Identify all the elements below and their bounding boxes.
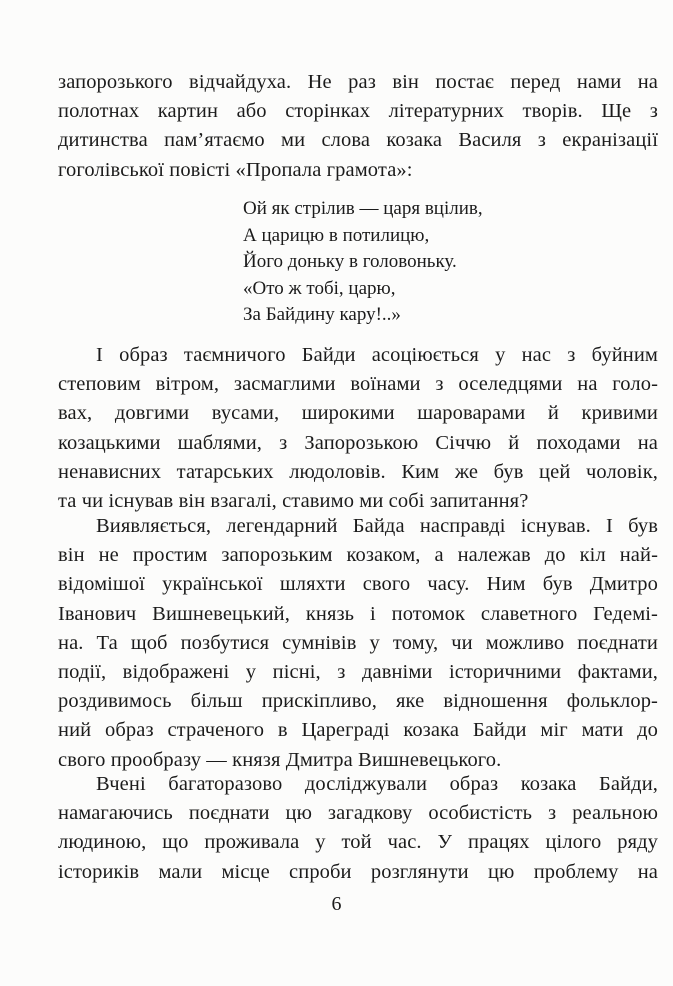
- page-number: 6: [331, 893, 342, 915]
- paragraph-line: степовим вітром, засмаглими воїнами з оселедцями на голо-: [58, 373, 658, 396]
- paragraph-line: на. Та щоб позбутися сумнівів у тому, чи можливо поєднати: [58, 631, 658, 654]
- paragraph-line: та чи існував він взагалі, ставимо ми собі запитання?: [58, 489, 529, 512]
- poem-verse: Ой як стрілив — царя вцілив,: [243, 198, 483, 219]
- paragraph-3: [58, 512, 658, 775]
- poem-quote: [243, 196, 483, 329]
- poem-verse: Його доньку в головоньку.: [243, 251, 457, 272]
- paragraph-line: козацькими шаблями, з Запорозькою Січчю й походами на: [58, 431, 658, 454]
- paragraph-line: свого прообразу — князя Дмитра Вишневецького.: [58, 748, 502, 771]
- paragraph-line: Іванович Вишневецький, князь і потомок славетного Гедемі-: [58, 602, 658, 625]
- poem-verse: «Ото ж тобі, царю,: [243, 277, 396, 299]
- poem-verse: А царицю в потилицю,: [243, 224, 430, 246]
- paragraph-line: вах, довгими вусами, широкими шароварами й кривими: [58, 402, 658, 425]
- paragraph-line: Виявляється, легендарний Байда насправді існував. І був: [96, 515, 658, 537]
- paragraph-line: запорозького відчайдуха. Не раз він постає перед нами на: [58, 71, 658, 93]
- paragraph-line: гоголівської повісті «Пропала грамота»:: [58, 158, 413, 181]
- paragraph-line: І образ таємничого Байди асоціюється у нас з буйним: [96, 344, 658, 366]
- poem-verse: За Байдину кару!..»: [243, 304, 401, 325]
- paragraph-2: [58, 341, 658, 516]
- paragraph-1: [58, 68, 658, 185]
- paragraph-line: роздивимось більш прискіпливо, яке відношення фольклор-: [58, 690, 658, 713]
- paragraph-line: людиною, що проживала у той час. У працях цілого ряду: [58, 831, 658, 854]
- paragraph-line: він не простим запорозьким козаком, а належав до кіл най-: [58, 544, 658, 567]
- paragraph-line: дитинства пам’ятаємо ми слова козака Василя з екранізації: [58, 129, 658, 152]
- paragraph-line: відомішої української шляхти свого часу. Ним був Дмитро: [58, 573, 658, 596]
- paragraph-4: [58, 770, 658, 887]
- paragraph-line: ненависних татарських людоловів. Ким же був цей чоловік,: [58, 460, 658, 483]
- paragraph-line: події, відображені у пісні, з давніми історичними фактами,: [58, 660, 658, 683]
- paragraph-line: ний образ страченого в Цареграді козака Байди міг мати до: [58, 719, 658, 742]
- paragraph-line: намагаючись поєднати цю загадкову особистість з реальною: [58, 802, 658, 825]
- paragraph-line: істориків мали місце спроби розглянути цю проблему на: [58, 860, 658, 883]
- paragraph-line: Вчені багаторазово досліджували образ козака Байди,: [96, 773, 658, 795]
- paragraph-line: полотнах картин або сторінках літературних творів. Ще з: [58, 100, 658, 123]
